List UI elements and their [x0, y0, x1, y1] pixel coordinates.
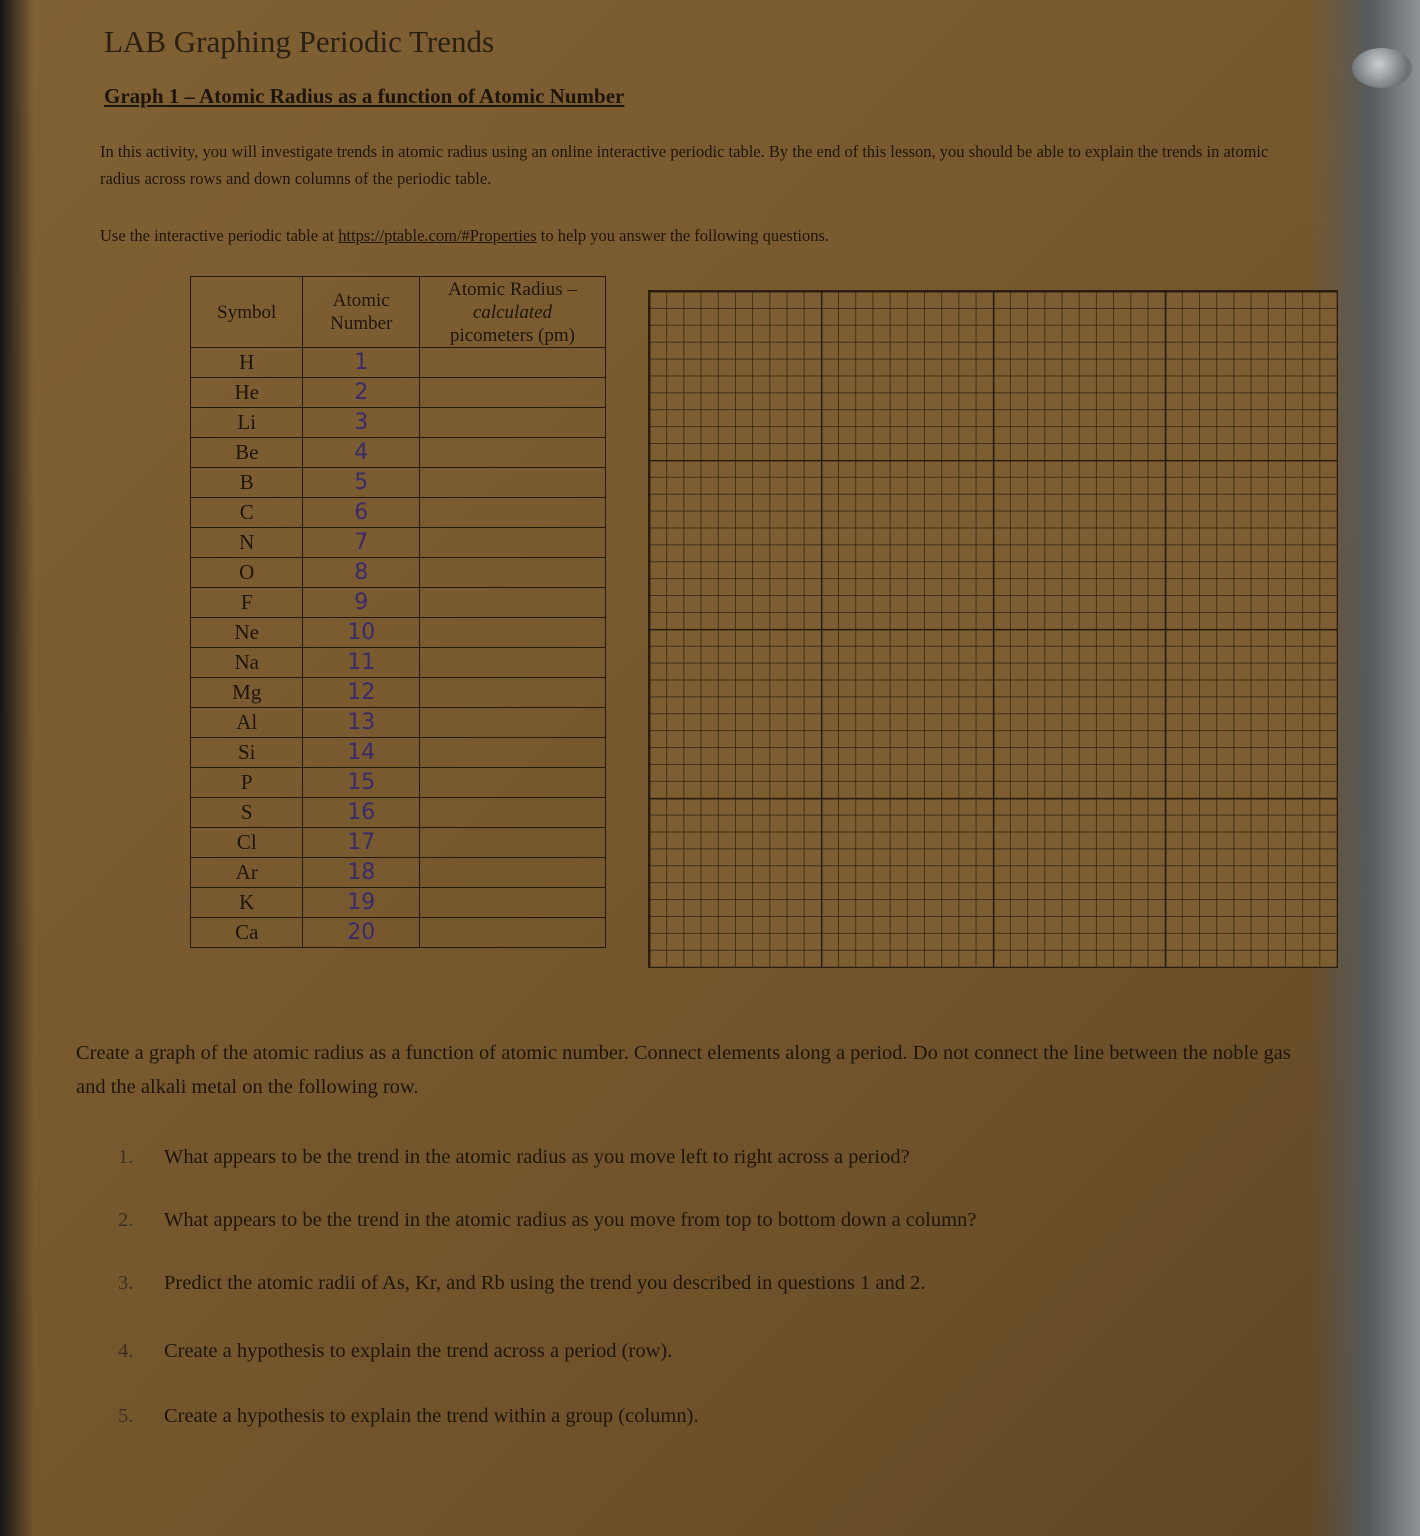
atomic-number-cell: 10 [303, 618, 419, 648]
atomic-radius-cell[interactable] [419, 618, 605, 648]
header-radius-line1: Atomic Radius – [448, 278, 577, 300]
atomic-number-cell: 20 [303, 918, 419, 948]
door-knob [1352, 48, 1412, 88]
symbol-cell: C [191, 498, 303, 528]
header-radius-line2: calculated [472, 301, 553, 323]
atomic-radius-cell[interactable] [419, 528, 605, 558]
atomic-radius-cell[interactable] [419, 408, 605, 438]
table-row [191, 588, 606, 618]
atomic-radius-cell[interactable] [419, 678, 605, 708]
instructions-line [100, 222, 1280, 249]
symbol-cell: H [191, 348, 303, 378]
table-row [191, 828, 606, 858]
table-row [191, 528, 606, 558]
atomic-number-cell: 2 [303, 378, 419, 408]
table-row [191, 918, 606, 948]
table-row [191, 558, 606, 588]
intro-paragraph: In this activity, you will investigate trends in atomic radius using an online interactive periodic table. By the end of this lesson, you should be able to explain the trends in atomic radius across rows and down columns of the periodic table. [100, 142, 1269, 188]
atomic-radius-cell[interactable] [419, 438, 605, 468]
symbol-cell: Ar [191, 858, 303, 888]
use-suffix: to help you answer the following questions. [536, 226, 830, 245]
symbol-cell: Al [191, 708, 303, 738]
table-row [191, 798, 606, 828]
atomic-number-cell: 17 [303, 828, 419, 858]
atomic-radius-cell[interactable] [419, 738, 605, 768]
ptable-link[interactable]: https://ptable.com/#Properties [338, 226, 537, 245]
atomic-number-cell: 19 [303, 888, 419, 918]
symbol-cell: He [191, 378, 303, 408]
table-row [191, 438, 606, 468]
atomic-number-cell: 18 [303, 858, 419, 888]
question-text: Create a hypothesis to explain the trend within a group (column). [164, 1405, 699, 1427]
symbol-cell: K [191, 888, 303, 918]
atomic-radius-cell[interactable] [419, 858, 605, 888]
question-3 [118, 1272, 926, 1295]
use-prefix: Use the interactive periodic table at [100, 226, 339, 245]
table-row [191, 408, 606, 438]
header-radius-line3: picometers (pm) [449, 324, 575, 346]
atomic-radius-cell[interactable] [419, 558, 605, 588]
atomic-number-cell: 7 [303, 528, 419, 558]
question-number: 2. [118, 1209, 134, 1231]
atomic-number-cell: 8 [303, 558, 419, 588]
question-text: Predict the atomic radii of As, Kr, and Rb using the trend you described in questions 1 and 2. [164, 1272, 926, 1294]
header-atomic-number: Atomic Number [303, 277, 419, 348]
table-row [191, 468, 606, 498]
table-row [191, 738, 606, 768]
atomic-number-cell: 3 [303, 408, 419, 438]
graph-instructions: Create a graph of the atomic radius as a function of atomic number. Connect elements along a period. Do not connect the line between the noble gas and the alkali metal on the following row. [76, 1042, 1291, 1098]
atomic-radius-cell[interactable] [419, 468, 605, 498]
symbol-cell: Mg [191, 678, 303, 708]
table-row [191, 378, 606, 408]
table-row [191, 708, 606, 738]
left-shadow [0, 0, 34, 1536]
atomic-number-cell: 13 [303, 708, 419, 738]
question-5 [118, 1405, 699, 1428]
element-table [190, 276, 606, 948]
question-number: 5. [118, 1405, 134, 1427]
question-number: 3. [118, 1272, 134, 1294]
atomic-radius-cell[interactable] [419, 708, 605, 738]
atomic-radius-cell[interactable] [419, 918, 605, 948]
atomic-radius-cell[interactable] [419, 768, 605, 798]
atomic-number-cell: 14 [303, 738, 419, 768]
symbol-cell: F [191, 588, 303, 618]
atomic-radius-cell[interactable] [419, 798, 605, 828]
table-row [191, 678, 606, 708]
question-1 [118, 1146, 910, 1169]
question-text: What appears to be the trend in the atomic radius as you move left to right across a period? [164, 1146, 910, 1168]
atomic-number-cell: 6 [303, 498, 419, 528]
atomic-number-cell: 16 [303, 798, 419, 828]
table-row [191, 888, 606, 918]
symbol-cell: S [191, 798, 303, 828]
question-text: What appears to be the trend in the atomic radius as you move from top to bottom down a column? [164, 1209, 977, 1231]
table-row [191, 498, 606, 528]
atomic-radius-cell[interactable] [419, 348, 605, 378]
table-row [191, 768, 606, 798]
atomic-radius-cell[interactable] [419, 378, 605, 408]
symbol-cell: N [191, 528, 303, 558]
atomic-number-cell: 11 [303, 648, 419, 678]
symbol-cell: Cl [191, 828, 303, 858]
graph-subtitle: Graph 1 – Atomic Radius as a function of Atomic Number [104, 84, 625, 108]
page-title: LAB Graphing Periodic Trends [104, 24, 495, 59]
symbol-cell: B [191, 468, 303, 498]
table-row [191, 858, 606, 888]
atomic-radius-cell[interactable] [419, 888, 605, 918]
atomic-number-cell: 1 [303, 348, 419, 378]
question-4 [118, 1340, 672, 1363]
atomic-radius-cell[interactable] [419, 588, 605, 618]
table-header-row [191, 277, 606, 348]
question-2 [118, 1209, 976, 1232]
atomic-number-cell: 15 [303, 768, 419, 798]
atomic-number-cell: 4 [303, 438, 419, 468]
symbol-cell: Si [191, 738, 303, 768]
graph-paper[interactable] [648, 290, 1338, 968]
atomic-number-cell: 12 [303, 678, 419, 708]
symbol-cell: P [191, 768, 303, 798]
symbol-cell: O [191, 558, 303, 588]
symbol-cell: Ca [191, 918, 303, 948]
question-number: 1. [118, 1146, 134, 1168]
atomic-radius-cell[interactable] [419, 648, 605, 678]
table-row [191, 648, 606, 678]
atomic-number-cell: 5 [303, 468, 419, 498]
symbol-cell: Li [191, 408, 303, 438]
atomic-radius-cell[interactable] [419, 828, 605, 858]
atomic-radius-cell[interactable] [419, 498, 605, 528]
question-number: 4. [118, 1340, 134, 1362]
table-row [191, 618, 606, 648]
question-text: Create a hypothesis to explain the trend across a period (row). [164, 1340, 673, 1362]
table-row [191, 348, 606, 378]
symbol-cell: Be [191, 438, 303, 468]
symbol-cell: Ne [191, 618, 303, 648]
header-symbol: Symbol [191, 277, 303, 348]
atomic-number-cell: 9 [303, 588, 419, 618]
header-atomic-radius [419, 277, 605, 348]
symbol-cell: Na [191, 648, 303, 678]
